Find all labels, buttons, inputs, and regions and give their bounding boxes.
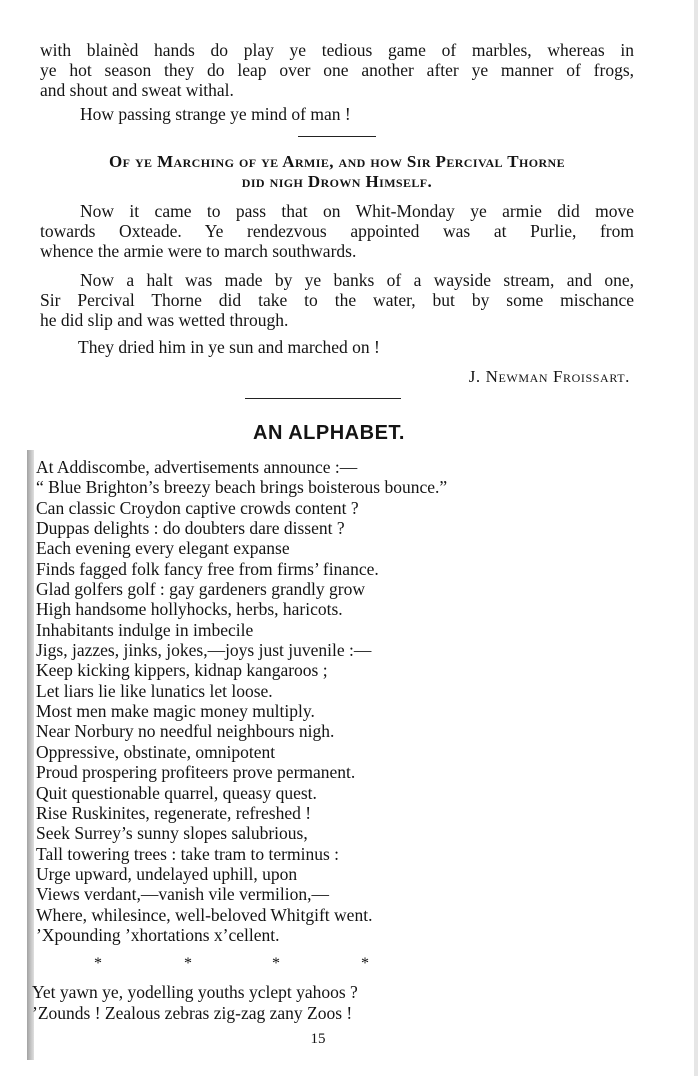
poem-line: Seek Surrey’s sunny slopes salubrious,	[36, 823, 308, 844]
section-paragraph-2	[40, 270, 634, 330]
text-line: and shout and sweat withal.	[40, 80, 234, 100]
page-number: 15	[310, 1031, 326, 1047]
poem-line: Proud prospering profiteers prove permanent.	[36, 762, 356, 783]
text-line: whence the armie were to march southwards.	[40, 241, 357, 261]
poem-line: High handsome hollyhocks, herbs, haricots.	[36, 599, 343, 620]
poem-line: Glad golfers golf : gay gardeners grandly grow	[36, 579, 365, 600]
section-heading	[40, 152, 634, 192]
page-edge	[694, 0, 698, 1076]
poem-line: “ Blue Brighton’s breezy beach brings boisterous bounce.”	[36, 477, 448, 498]
asterisk: *	[184, 955, 192, 972]
exclamation: How passing strange ye mind of man !	[80, 104, 351, 124]
signature: J. Newman Froissart.	[468, 367, 630, 386]
section-paragraph-1	[40, 201, 634, 261]
poem-line: Yet yawn ye, yodelling youths yclept yahoos ?	[32, 982, 358, 1002]
poem-line: Can classic Croydon captive crowds content ?	[36, 497, 359, 518]
stanza-separator	[0, 955, 698, 975]
divider-rule	[245, 398, 401, 399]
divider-rule	[298, 136, 376, 137]
poem-line: Jigs, jazzes, jinks, jokes,—joys just juvenile :—	[36, 640, 372, 661]
asterisk: *	[272, 955, 280, 972]
text-line: he did slip and was wetted through.	[40, 310, 289, 330]
poem-title: AN ALPHABET.	[253, 422, 405, 444]
poem-line: Duppas delights : do doubters dare dissent ?	[36, 518, 345, 539]
text-line: Sir Percival Thorne did take to the water, but by some mischance	[40, 290, 634, 310]
asterisk: *	[94, 955, 102, 972]
poem-line: Tall towering trees : take tram to terminus :	[36, 843, 339, 864]
poem-line: Most men make magic money multiply.	[36, 701, 315, 722]
poem-line: Rise Ruskinites, regenerate, refreshed !	[36, 802, 312, 823]
poem-line: Finds fagged folk fancy free from firms’ finance.	[36, 558, 379, 579]
section-heading-line1: Of ye Marching of ye Armie, and how Sir Percival Thorne	[108, 152, 566, 171]
poem-line: Let liars lie like lunatics let loose.	[36, 680, 273, 701]
poem-line: At Addiscombe, advertisements announce :—	[36, 457, 358, 477]
poem-line: Inhabitants indulge in imbecile	[36, 619, 254, 640]
text-line: Now it came to pass that on Whit-Monday ye armie did move	[80, 201, 634, 221]
poem-line: Oppressive, obstinate, omnipotent	[36, 741, 276, 762]
asterisk: *	[361, 955, 369, 972]
text-line: Now a halt was made by ye banks of a wayside stream, and one,	[80, 270, 634, 290]
poem-stanza	[36, 457, 447, 945]
poem-line: Keep kicking kippers, kidnap kangaroos ;	[36, 660, 328, 681]
poem-line: Urge upward, undelayed uphill, upon	[36, 863, 298, 884]
poem-line: Where, whilesince, well-beloved Whitgift went.	[36, 904, 373, 925]
poem-line: Quit questionable quarrel, queasy quest.	[36, 782, 317, 803]
poem-line: Near Norbury no needful neighbours nigh.	[36, 721, 335, 742]
poem-line: ’Zounds ! Zealous zebras zig-zag zany Zoos !	[32, 1003, 353, 1023]
poem-line: ’Xpounding ’xhortations x’cellent.	[36, 924, 280, 945]
text-line: with blainèd hands do play ye tedious game of marbles, whereas in	[40, 40, 634, 60]
poem-line: Views verdant,—vanish vile vermilion,—	[36, 884, 329, 905]
poem-line: Each evening every elegant expanse	[36, 538, 290, 559]
opening-paragraph	[40, 40, 634, 100]
poem-final-stanza	[32, 982, 358, 1024]
text-line: ye hot season they do leap over one another after ye manner of frogs,	[40, 60, 634, 80]
text-line: towards Oxteade. Ye rendezvous appointed was at Purlie, from	[40, 221, 634, 241]
section-heading-line2: did nigh Drown Himself.	[241, 172, 433, 191]
closing-line: They dried him in ye sun and marched on !	[78, 337, 380, 357]
